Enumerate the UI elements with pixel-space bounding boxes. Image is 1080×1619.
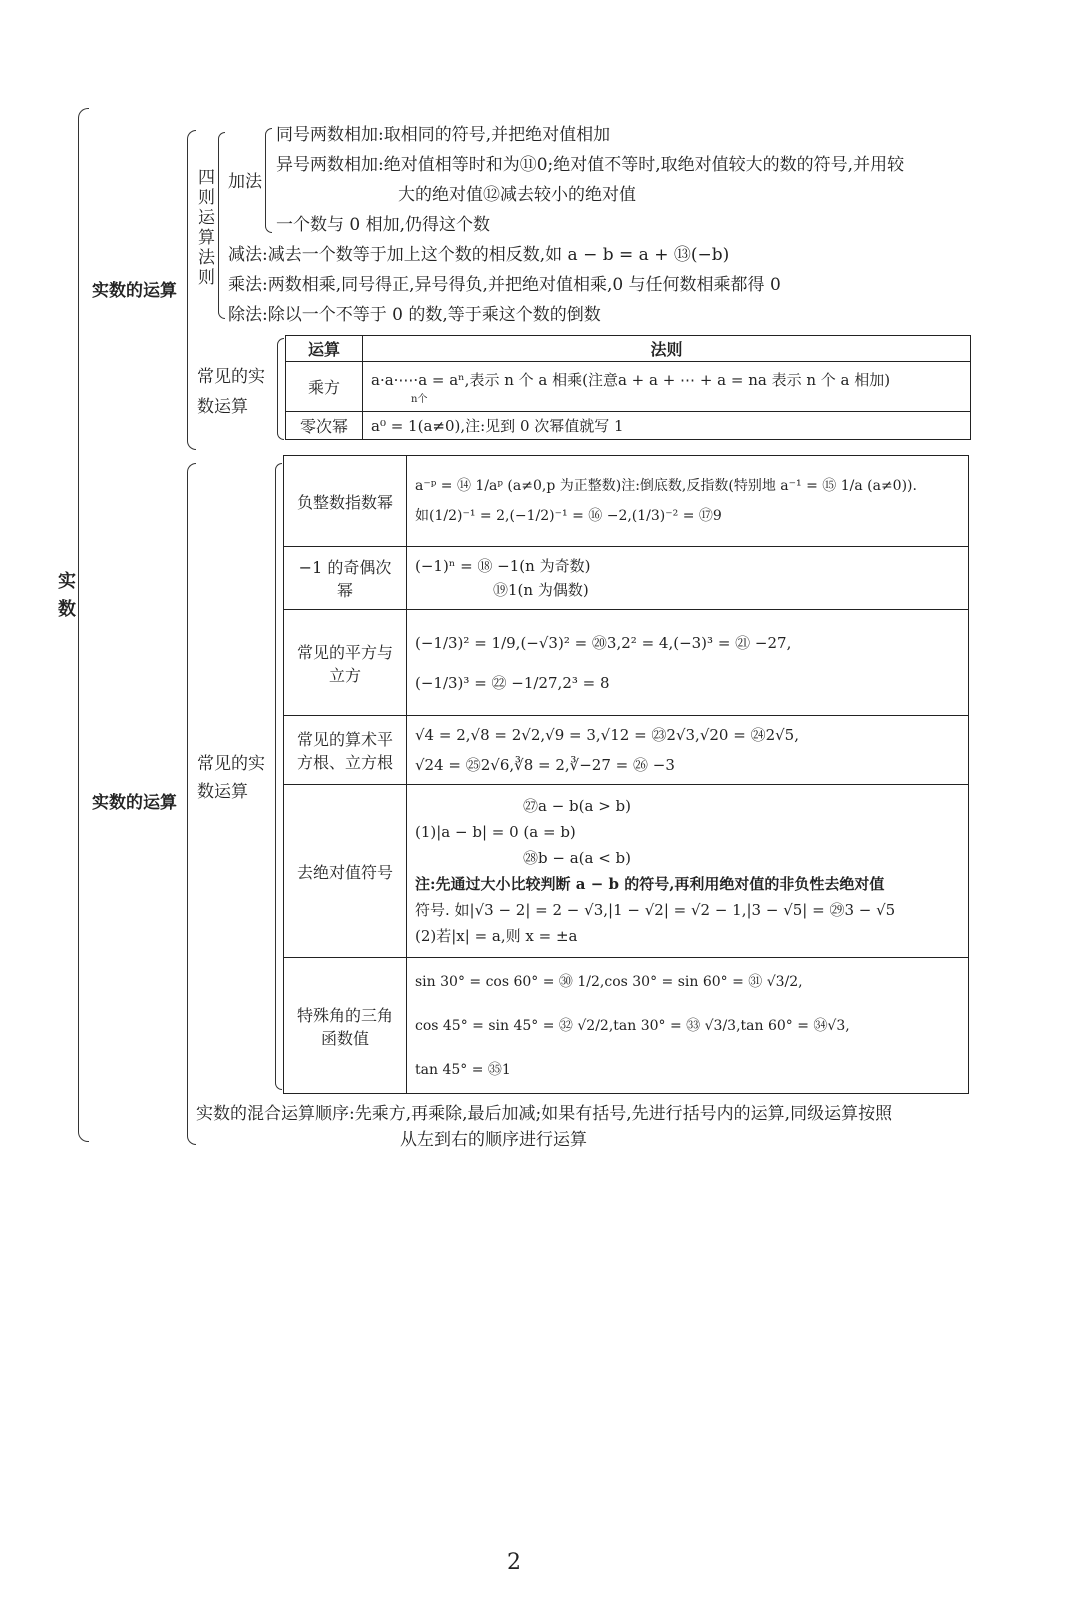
row-content bbox=[407, 610, 969, 716]
formula-line: a⁻ᵖ = ⑭ 1/aᵖ (a≠0,p 为正整数)注:倒底数,反指数(特别地 a⁻¹ = ⑮ 1/a (a≠0)). bbox=[415, 478, 917, 494]
section2-label: 实数的运算 bbox=[92, 793, 177, 813]
formula-line: √4 = 2,√8 = 2√2,√9 = 3,√12 = ㉓2√3,√20 = ㉔2√5, bbox=[415, 726, 799, 744]
order-rule-1: 实数的混合运算顺序:先乘方,再乘除,最后加减;如果有括号,先进行括号内的运算,同级运算按照 bbox=[196, 1104, 893, 1124]
row-content bbox=[407, 785, 969, 958]
section2-brace bbox=[187, 463, 196, 1145]
add-rule-1: 同号两数相加:取相同的符号,并把绝对值相加 bbox=[276, 125, 611, 145]
table-row-rule: a⁰ = 1(a≠0),注:见到 0 次幂值就写 1 bbox=[363, 412, 971, 440]
row-content bbox=[407, 958, 969, 1094]
row-name: 去绝对值符号 bbox=[284, 785, 407, 958]
formula-table bbox=[283, 455, 969, 1094]
formula-line: (2)若|x| = a,则 x = ±a bbox=[415, 927, 578, 945]
formula-line: cos 45° = sin 45° = ㉜ √2/2,tan 30° = ㉝ √3/3,tan 60° = ㉞√3, bbox=[415, 1017, 850, 1034]
row-name: 特殊角的三角函数值 bbox=[284, 958, 407, 1094]
add-rule-3: 大的绝对值⑫减去较小的绝对值 bbox=[398, 185, 636, 205]
add-rule-2: 异号两数相加:绝对值相等时和为⑪0;绝对值不等时,取绝对值较大的数的符号,并用较 bbox=[276, 155, 905, 175]
common-ops-brace bbox=[277, 338, 284, 440]
formula-line: ㉘b − a(a < b) bbox=[523, 849, 632, 867]
formula-line: (1)|a − b| = 0 (a = b) bbox=[415, 823, 576, 841]
formula-line: ⑲1(n 为偶数) bbox=[493, 581, 589, 599]
table-header-op: 运算 bbox=[286, 336, 363, 362]
formula-line: sin 30° = cos 60° = ㉚ 1/2,cos 30° = sin 60° = ㉛ √3/2, bbox=[415, 973, 803, 990]
formula-line: tan 45° = ㉟1 bbox=[415, 1061, 511, 1078]
n-copies-note: n个 bbox=[411, 393, 428, 405]
order-rule-2: 从左到右的顺序进行运算 bbox=[400, 1130, 587, 1150]
root-brace bbox=[78, 108, 89, 1142]
formula-line: (−1/3)³ = ㉒ −1/27,2³ = 8 bbox=[415, 673, 610, 692]
row-name: −1 的奇偶次幂 bbox=[284, 547, 407, 610]
row-content bbox=[407, 547, 969, 610]
root-label: 实数 bbox=[58, 571, 76, 620]
table-row-op: 零次幂 bbox=[286, 412, 363, 440]
section1-brace bbox=[187, 130, 196, 450]
table-row-rule bbox=[363, 362, 971, 412]
formula-line: √24 = ㉕2√6,∛8 = 2,∛−27 = ㉖ −3 bbox=[415, 756, 675, 774]
formula-line: 符号. 如|√3 − 2| = 2 − √3,|1 − √2| = √2 − 1,|3 − √5| = ㉙3 − √5 bbox=[415, 901, 896, 919]
add-label: 加法 bbox=[228, 172, 262, 192]
common-ops-label: 常见的实数运算 bbox=[197, 367, 265, 417]
row-name: 常见的平方与立方 bbox=[284, 610, 407, 716]
sub-rule: 减法:减去一个数等于加上这个数的相反数,如 a − b = a + ⑬(−b) bbox=[228, 245, 730, 265]
formula-line: 如(1/2)⁻¹ = 2,(−1/2)⁻¹ = ⑯ −2,(1/3)⁻² = ⑰9 bbox=[415, 508, 722, 524]
four-ops-brace bbox=[218, 132, 225, 319]
row-name: 常见的算术平方根、立方根 bbox=[284, 716, 407, 785]
formula-line: (−1)ⁿ = ⑱ −1(n 为奇数) bbox=[415, 557, 591, 575]
formula-line: (−1/3)² = 1/9,(−√3)² = ⑳3,2² = 4,(−3)³ = ㉑ −27, bbox=[415, 633, 792, 652]
table-header-rule: 法则 bbox=[363, 336, 971, 362]
mul-rule: 乘法:两数相乘,同号得正,异号得负,并把绝对值相乘,0 与任何数相乘都得 0 bbox=[228, 275, 781, 295]
row-content bbox=[407, 716, 969, 785]
page-number: 2 bbox=[507, 1550, 521, 1575]
row-content bbox=[407, 456, 969, 547]
four-ops-label: 四则运算法则 bbox=[198, 168, 215, 288]
common-ops-table bbox=[285, 335, 971, 440]
formula-line: 注:先通过大小比较判断 a − b 的符号,再利用绝对值的非负性去绝对值 bbox=[415, 875, 885, 893]
section2-sub-brace bbox=[275, 463, 282, 1090]
section1-label: 实数的运算 bbox=[92, 281, 177, 301]
formula-line: ㉗a − b(a > b) bbox=[523, 797, 632, 815]
section2-sub-label: 常见的实数运算 bbox=[197, 754, 265, 802]
power-rule: a·a·⋯·a = aⁿ,表示 n 个 a 相乘(注意a + a + ⋯ + a = na 表示 n 个 a 相加) bbox=[371, 370, 891, 389]
row-name: 负整数指数幂 bbox=[284, 456, 407, 547]
table-row-op: 乘方 bbox=[286, 362, 363, 412]
add-brace bbox=[265, 128, 272, 233]
div-rule: 除法:除以一个不等于 0 的数,等于乘这个数的倒数 bbox=[228, 305, 601, 325]
add-rule-4: 一个数与 0 相加,仍得这个数 bbox=[276, 215, 491, 235]
